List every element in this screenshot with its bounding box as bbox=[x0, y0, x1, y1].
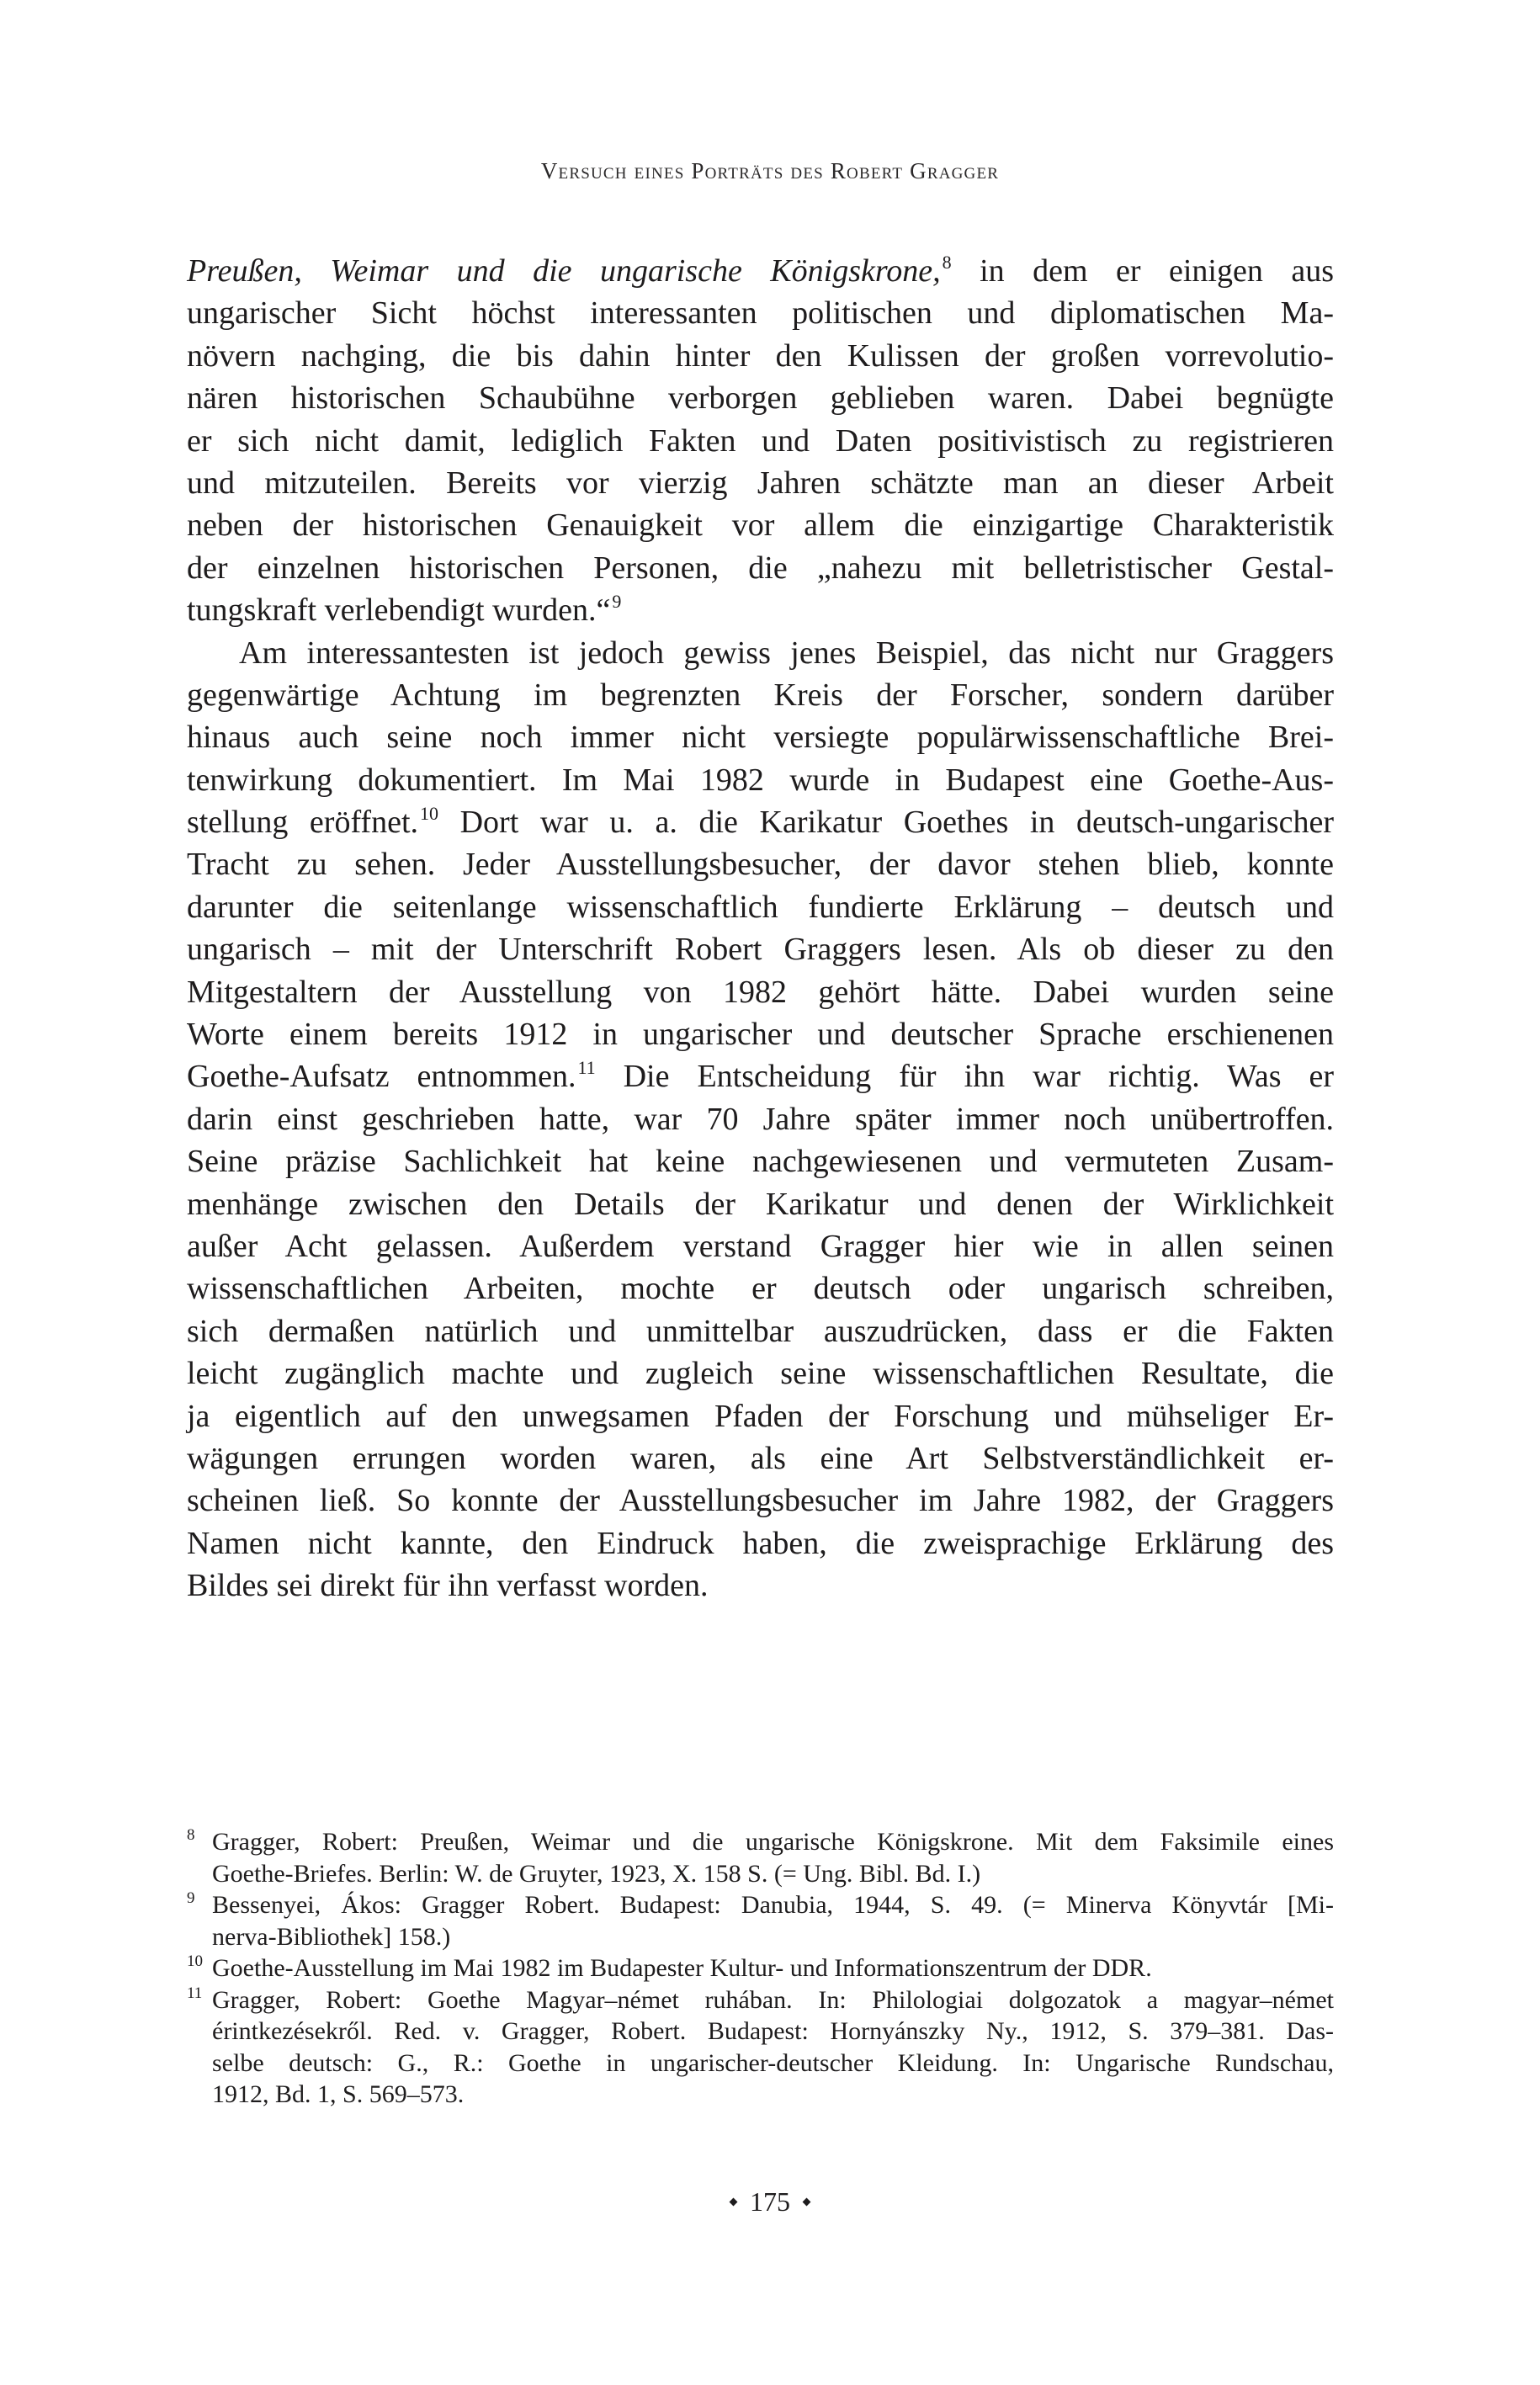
footnote-ref-8[interactable]: 8 bbox=[942, 252, 952, 273]
footnote-number: 11 bbox=[187, 1984, 203, 2002]
text-line: der einzelnen historischen Personen, die „nahezu mit belletristischer Gestal- bbox=[187, 550, 1334, 586]
text-line: Am interessantesten ist jedoch gewiss jenes Beispiel, das nicht nur Graggers bbox=[239, 635, 1334, 671]
footnote-line: Gragger, Robert: Preußen, Weimar und die ungarische Königskrone. Mit dem Faksimile eines bbox=[212, 1828, 1334, 1856]
footnote-line: 1912, Bd. 1, S. 569–573. bbox=[212, 2080, 465, 2108]
text-line: und mitzuteilen. Bereits vor vierzig Jahren schätzte man an dieser Arbeit bbox=[187, 465, 1334, 501]
page-folio bbox=[0, 2186, 1540, 2218]
book-title-italic: Preußen, Weimar und die ungarische Königskrone, bbox=[187, 253, 941, 289]
text-line: Namen nicht kannte, den Eindruck haben, die zweisprachige Erklärung des bbox=[187, 1525, 1334, 1561]
diamond-ornament-icon bbox=[803, 2198, 811, 2207]
running-head: Versuch eines Porträts des Robert Gragger bbox=[540, 158, 1000, 183]
text-line: stellung eröffnet.$^{10}$ Dort war u. a. die Karikatur Goethes in deutsch-ungarischer bbox=[187, 803, 1334, 841]
footnote-number: 8 bbox=[187, 1826, 195, 1844]
text-line: ja eigentlich auf den unwegsamen Pfaden der Forschung und mühseliger Er- bbox=[187, 1398, 1334, 1434]
footnote-line: Goethe-Ausstellung im Mai 1982 im Budapester Kultur- und Informationszentrum der DDR. bbox=[212, 1954, 1152, 1982]
text-line: außer Acht gelassen. Außerdem verstand Gragger hier wie in allen seinen bbox=[187, 1228, 1334, 1264]
footnote-10 bbox=[187, 1952, 1334, 1984]
footnote-line: selbe deutsch: G., R.: Goethe in ungarischer-deutscher Kleidung. In: Ungarische Rundschau, bbox=[212, 2048, 1334, 2077]
text-line: ungarisch – mit der Unterschrift Robert Graggers lesen. Als ob dieser zu den bbox=[187, 932, 1334, 968]
text-line: Seine präzise Sachlichkeit hat keine nachgewiesenen und vermuteten Zusam- bbox=[187, 1144, 1334, 1180]
text-line: ungarischer Sicht höchst interessanten politischen und diplomatischen Ma- bbox=[187, 295, 1334, 332]
footnote-ref-10[interactable]: 10 bbox=[420, 803, 438, 825]
text-line: növern nachging, die bis dahin hinter den Kulissen der großen vorrevolutio- bbox=[187, 337, 1334, 374]
text-line: Worte einem bereits 1912 in ungarischer und deutscher Sprache erschienenen bbox=[187, 1017, 1334, 1053]
text-line: wissenschaftlichen Arbeiten, mochte er deutsch oder ungarisch schreiben, bbox=[187, 1271, 1334, 1307]
footnote-line: nerva-Bibliothek] 158.) bbox=[212, 1922, 451, 1951]
text-line: tungskraft verlebendigt wurden.“$^9$ bbox=[187, 591, 622, 629]
footnote-line: Goethe-Briefes. Berlin: W. de Gruyter, 1923, X. 158 S. (= Ung. Bibl. Bd. I.) bbox=[212, 1859, 981, 1888]
footnote-line: érintkezésekről. Red. v. Gragger, Robert. Budapest: Hornyánszky Ny., 1912, S. 379–381. Das- bbox=[212, 2017, 1334, 2045]
footnote-11 bbox=[187, 1984, 1334, 2111]
body-text bbox=[187, 250, 1334, 1607]
paragraph-1 bbox=[187, 250, 1334, 632]
text-line: scheinen ließ. So konnte der Ausstellungsbesucher im Jahre 1982, der Graggers bbox=[187, 1483, 1334, 1519]
text-line: er sich nicht damit, lediglich Fakten und Daten positivistisch zu registrieren bbox=[187, 422, 1334, 459]
text-line: Goethe-Aufsatz entnommen.$^{11}$ Die Entscheidung für ihn war richtig. Was er bbox=[187, 1057, 1334, 1095]
footnote-line: Gragger, Robert: Goethe Magyar–német ruhában. In: Philologiai dolgozatok a magyar–német bbox=[212, 1985, 1334, 2014]
text-line: gegenwärtige Achtung im begrenzten Kreis der Forscher, sondern darüber bbox=[187, 677, 1334, 713]
footnotes bbox=[187, 1826, 1334, 2111]
text-line: tenwirkung dokumentiert. Im Mai 1982 wurde in Budapest eine Goethe-Aus- bbox=[187, 762, 1334, 798]
text-line: hinaus auch seine noch immer nicht versiegte populärwissenschaftliche Brei- bbox=[187, 720, 1334, 756]
text-line: neben der historischen Genauigkeit vor allem die einzigartige Charakteristik bbox=[187, 507, 1334, 544]
text-line: darunter die seitenlange wissenschaftlich fundierte Erklärung – deutsch und bbox=[187, 889, 1334, 925]
footnote-line: Bessenyei, Ákos: Gragger Robert. Budapest: Danubia, 1944, S. 49. (= Minerva Könyvtár [Mi- bbox=[212, 1891, 1334, 1919]
text-line: wägungen errungen worden waren, als eine Art Selbstverständlichkeit er- bbox=[187, 1440, 1334, 1476]
footnote-9 bbox=[187, 1889, 1334, 1952]
footnote-number: 9 bbox=[187, 1889, 195, 1907]
footnote-number: 10 bbox=[187, 1952, 203, 1970]
footnote-ref-11[interactable]: 11 bbox=[577, 1057, 596, 1079]
text-line: Tracht zu sehen. Jeder Ausstellungsbesucher, der davor stehen blieb, konnte bbox=[187, 847, 1334, 883]
text-line: darin einst geschrieben hatte, war 70 Jahre später immer noch unübertroffen. bbox=[187, 1101, 1334, 1137]
text-line: nären historischen Schaubühne verborgen geblieben waren. Dabei begnügte bbox=[187, 380, 1334, 417]
text-line: sich dermaßen natürlich und unmittelbar auszudrücken, dass er die Fakten bbox=[187, 1313, 1334, 1349]
text-line: Preußen, Weimar und die ungarische Königskrone,$^8$ in dem er einigen aus bbox=[187, 252, 1334, 289]
text-line: menhänge zwischen den Details der Karikatur und denen der Wirklichkeit bbox=[187, 1186, 1334, 1222]
paragraph-2 bbox=[187, 632, 1334, 1607]
text-line: Mitgestaltern der Ausstellung von 1982 gehört hätte. Dabei wurden seine bbox=[187, 974, 1334, 1010]
text-line: leicht zugänglich machte und zugleich seine wissenschaftlichen Resultate, die bbox=[187, 1356, 1334, 1392]
text-line: Bildes sei direkt für ihn verfasst worden. bbox=[187, 1568, 709, 1604]
diamond-ornament-icon bbox=[730, 2198, 738, 2207]
footnote-ref-9[interactable]: 9 bbox=[612, 591, 622, 613]
page-number: 175 bbox=[750, 2186, 790, 2217]
footnote-8 bbox=[187, 1826, 1334, 1889]
